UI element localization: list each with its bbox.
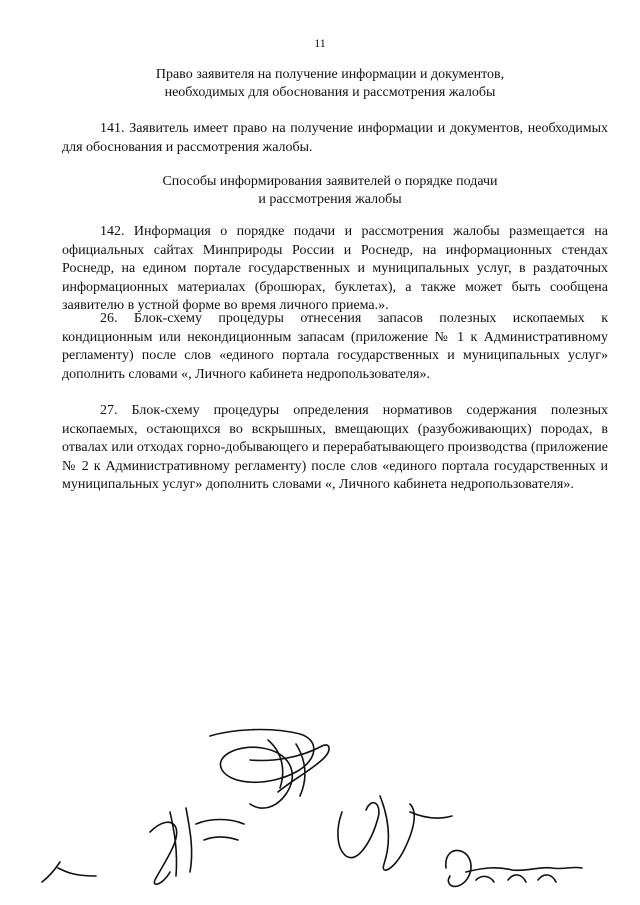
signature-stroke [466,867,582,872]
handwritten-signatures [0,700,640,905]
signature-stroke [410,812,452,818]
paragraph-27: 27. Блок-схему процедуры определения нормативов содержания полезных ископаемых, остающихся во вскрышных, вмещающих (разубоживающих) породах, в отвалах или отходах горно-добывающего и перерабатывающего производства (приложение № 2 к Административному регламенту) после слов «единого портала государственных и муниципальных услуг» дополнить словами «, Личного кабинета недропользователя». [62,403,608,493]
paragraph-26: 26. Блок-схему процедуры отнесения запасов полезных ископаемых к кондиционным или некондиционным запасам (приложение № 1 к Административному регламенту) после слов «единого портала государственных и муниципальных услуг» дополнить словами «, Личного кабинета недропользователя». [62,311,608,382]
signature-stroke [268,740,305,796]
signature-stroke [196,820,244,841]
signature-stroke [476,875,556,882]
paragraph-141: 141. Заявитель имеет право на получение информации и документов, необходимых для обоснования и рассмотрения жалобы. [62,121,608,155]
page-number: 11 [314,36,326,50]
signature-stroke [250,745,329,792]
signature-stroke [446,850,471,886]
heading-line: необходимых для обоснования и рассмотрения жалобы [164,85,496,100]
signature-stroke [338,803,379,858]
signature-stroke [150,822,177,884]
heading-line: и рассмотрения жалобы [258,192,402,207]
signature-stroke [170,808,192,876]
signature-stroke [380,796,414,870]
heading-line: Право заявителя на получение информации и документов, [155,67,505,82]
section-heading-right-to-information [60,66,600,102]
section-heading-informing-methods [60,173,600,209]
heading-line: Способы информирования заявителей о порядке подачи [162,174,498,189]
paragraph-142: 142. Информация о порядке подачи и рассмотрения жалобы размещается на официальных сайтах Минприроды России и Роснедр, на информационных стендах Роснедр, на едином портале государственных и муниципальных услуг, в раздаточных информационных материалах (брошюрах, буклетах), а также может быть сообщена заявителю в устной форме во время личного приема.». [62,224,608,314]
signature-stroke [42,862,96,882]
signature-stroke [210,730,314,809]
